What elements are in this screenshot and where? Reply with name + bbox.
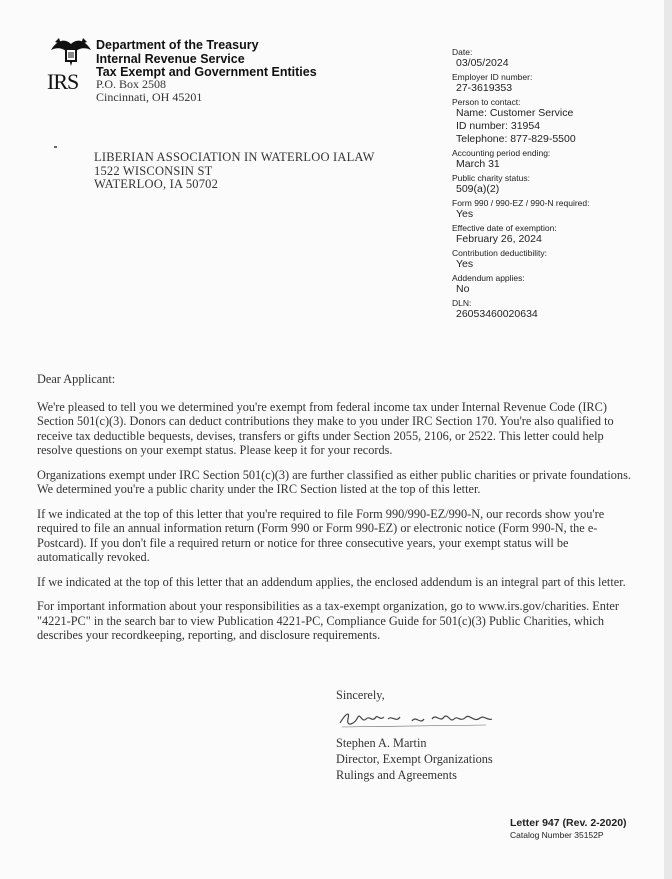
letterhead-title bbox=[96, 39, 317, 80]
recipient-name: LIBERIAN ASSOCIATION IN WATERLOO IALAW bbox=[94, 150, 375, 164]
letter-body bbox=[37, 372, 637, 653]
paragraph-classification: Organizations exempt under IRC Section 501(c)(3) are further classified as either public charities or private foundations. We determined you're a public charity under the IRC Section listed at the top of this letter. bbox=[37, 467, 631, 496]
signer-unit: Rulings and Agreements bbox=[336, 768, 457, 782]
letter-form-number: Letter 947 (Rev. 2-2020) bbox=[510, 817, 627, 829]
eagle-icon bbox=[49, 36, 93, 70]
info-contact bbox=[452, 97, 652, 146]
info-accounting-period bbox=[452, 148, 652, 171]
info-label: Form 990 / 990-EZ / 990-N required: bbox=[452, 198, 590, 208]
info-value: March 31 bbox=[456, 158, 500, 170]
info-value: ID number: 31954 bbox=[456, 120, 541, 132]
info-effective-date bbox=[452, 223, 652, 246]
info-label: Effective date of exemption: bbox=[452, 223, 557, 233]
info-value: Yes bbox=[456, 208, 474, 220]
info-ein bbox=[452, 72, 652, 95]
info-dln bbox=[452, 298, 652, 321]
info-label: Accounting period ending: bbox=[452, 148, 551, 158]
sender-address bbox=[96, 78, 202, 104]
info-form-required bbox=[452, 198, 652, 221]
catalog-number: Catalog Number 35152P bbox=[510, 830, 604, 840]
scan-mark bbox=[54, 146, 57, 148]
info-label: DLN: bbox=[452, 298, 472, 308]
info-value: 26053460020634 bbox=[456, 308, 538, 320]
closing-salutation: Sincerely, bbox=[336, 688, 385, 702]
info-value: No bbox=[456, 283, 470, 295]
info-value: 27-3619353 bbox=[456, 82, 513, 94]
info-label: Contribution deductibility: bbox=[452, 248, 547, 258]
paragraph-exemption: We're pleased to tell you we determined you're exempt from federal income tax under Internal Revenue Code (IRC) Section 501(c)(3). Donors can deduct contributions they make to you under IRC Section 170. You're also qualified to receive tax deductible bequests, devises, transfers or gifts under Section 2055, 2106, or 2522. This letter could help resolve questions on your exempt status. Please keep it for your records. bbox=[37, 399, 614, 457]
info-value: Telephone: 877-829-5500 bbox=[456, 133, 576, 145]
sender-address-line1: P.O. Box 2508 bbox=[96, 77, 167, 91]
info-label: Public charity status: bbox=[452, 173, 530, 183]
recipient-city: WATERLOO, IA 50702 bbox=[94, 177, 219, 191]
info-value: 03/05/2024 bbox=[456, 57, 509, 69]
info-value: Yes bbox=[456, 258, 474, 270]
info-charity-status bbox=[452, 173, 652, 196]
info-value: February 26, 2024 bbox=[456, 233, 542, 245]
paragraph-filing: If we indicated at the top of this letter that you're required to file Form 990/990-EZ/990-N, our records show you're required to file an annual information return (Form 990 or Form 990-EZ) or electronic notice (Form 990-N, the e-Postcard). If you don't file a required return or notice for three consecutive years, your exempt status will be automatically revoked. bbox=[37, 506, 605, 564]
division-name: Tax Exempt and Government Entities bbox=[96, 65, 317, 79]
info-date bbox=[452, 47, 652, 70]
info-addendum bbox=[452, 273, 652, 296]
sender-address-line2: Cincinnati, OH 45201 bbox=[96, 90, 203, 104]
letter-footer bbox=[510, 817, 627, 841]
signer-block bbox=[336, 735, 493, 783]
info-value: Name: Customer Service bbox=[456, 107, 574, 119]
info-label: Employer ID number: bbox=[452, 72, 533, 82]
info-label: Person to contact: bbox=[452, 97, 521, 107]
info-value: 509(a)(2) bbox=[456, 183, 500, 195]
recipient-street: 1522 WISCONSIN ST bbox=[94, 163, 213, 178]
irs-logo bbox=[47, 36, 93, 94]
info-column bbox=[452, 45, 652, 321]
paragraph-addendum: If we indicated at the top of this letter that an addendum applies, the enclosed addendum is an integral part of this letter. bbox=[37, 574, 626, 589]
signature-image bbox=[336, 705, 496, 733]
greeting: Dear Applicant: bbox=[37, 372, 116, 386]
paragraph-resources: For important information about your responsibilities as a tax-exempt organization, go to www.irs.gov/charities. Enter "4221-PC" in the search bar to view Publication 4221-PC, Compliance Guide for 501(c)(3) Public Charities, which describes your recordkeeping, reporting, and disclosure requirements. bbox=[37, 599, 619, 642]
signer-name: Stephen A. Martin bbox=[336, 736, 427, 750]
department-name: Department of the Treasury bbox=[96, 38, 259, 52]
info-deductibility bbox=[452, 248, 652, 271]
signer-title: Director, Exempt Organizations bbox=[336, 752, 493, 766]
info-label: Date: bbox=[452, 47, 473, 57]
service-name: Internal Revenue Service bbox=[96, 51, 245, 66]
recipient-address bbox=[94, 151, 375, 192]
info-label: Addendum applies: bbox=[452, 273, 525, 283]
page-edge bbox=[664, 0, 672, 879]
irs-logo-text: IRS bbox=[47, 69, 79, 94]
